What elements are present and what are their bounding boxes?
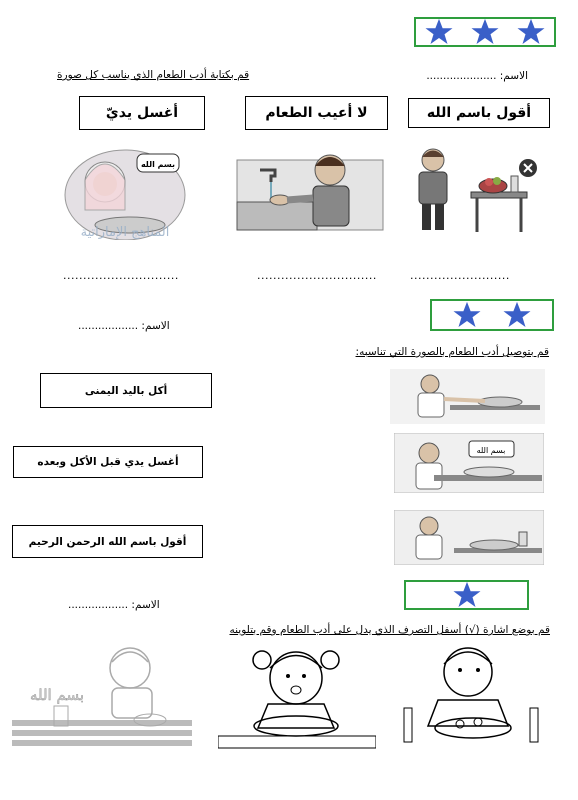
stars-box-2 bbox=[430, 299, 554, 331]
star-icon bbox=[502, 300, 532, 330]
phrase-box-3: أغسل يديّ bbox=[79, 96, 205, 130]
star-icon bbox=[452, 300, 482, 330]
instruction-3: قم بوضع اشارة (√) أسفل التصرف الذي يدل على أدب الطعام وقم بتلوينه bbox=[229, 624, 550, 636]
girl-saying-bismillah-image bbox=[55, 140, 195, 240]
watermark-bismillah: بسم الله bbox=[29, 686, 85, 704]
phrase-box-1: أقول باسم الله bbox=[408, 98, 550, 128]
name-label-2: الاسم: .................. bbox=[78, 320, 170, 332]
boy-eating-coloring-image[interactable] bbox=[398, 638, 548, 748]
instruction-1: قم بكتابة أدب الطعام الذي يناسب كل صورة bbox=[57, 69, 250, 81]
stars-box-3 bbox=[414, 17, 556, 47]
star-icon bbox=[516, 17, 546, 47]
match-item-wash-hands[interactable]: أغسل يدي قبل الأكل وبعده bbox=[13, 446, 203, 478]
star-icon bbox=[452, 580, 482, 610]
sign-text: بسم الله bbox=[476, 446, 506, 455]
boy-saying-bismillah-image[interactable] bbox=[394, 433, 544, 493]
watermark-text: المناهج الإماراتية bbox=[80, 225, 170, 240]
boy-washing-hands-image bbox=[235, 142, 385, 237]
name-label: الاسم: ..................... bbox=[426, 70, 528, 82]
star-icon bbox=[470, 17, 500, 47]
girl-eating-coloring-image[interactable] bbox=[218, 638, 376, 750]
bubble-text: بسم الله bbox=[140, 160, 176, 169]
instruction-2: قم بتوصيل أدب الطعام بالصورة التي تناسبه: bbox=[355, 346, 549, 358]
answer-line-2[interactable]: .............................. bbox=[257, 269, 377, 282]
match-item-bismillah[interactable]: أقول باسم الله الرحمن الرحيم bbox=[12, 525, 203, 558]
answer-line-1[interactable]: ......................... bbox=[410, 269, 510, 282]
answer-line-3[interactable]: ............................. bbox=[63, 269, 179, 282]
name-label-3: الاسم: .................. bbox=[68, 599, 160, 611]
boy-washing-hands-table-image[interactable] bbox=[394, 510, 544, 565]
boy-refusing-food-image bbox=[405, 142, 545, 237]
star-icon bbox=[424, 17, 454, 47]
man-eating-right-hand-image[interactable] bbox=[390, 369, 545, 424]
stars-box-1 bbox=[404, 580, 529, 610]
phrase-box-2: لا أعيب الطعام bbox=[245, 96, 388, 130]
child-at-table-coloring-image[interactable] bbox=[12, 640, 192, 750]
match-item-right-hand[interactable]: أكل باليد اليمنى bbox=[40, 373, 212, 408]
